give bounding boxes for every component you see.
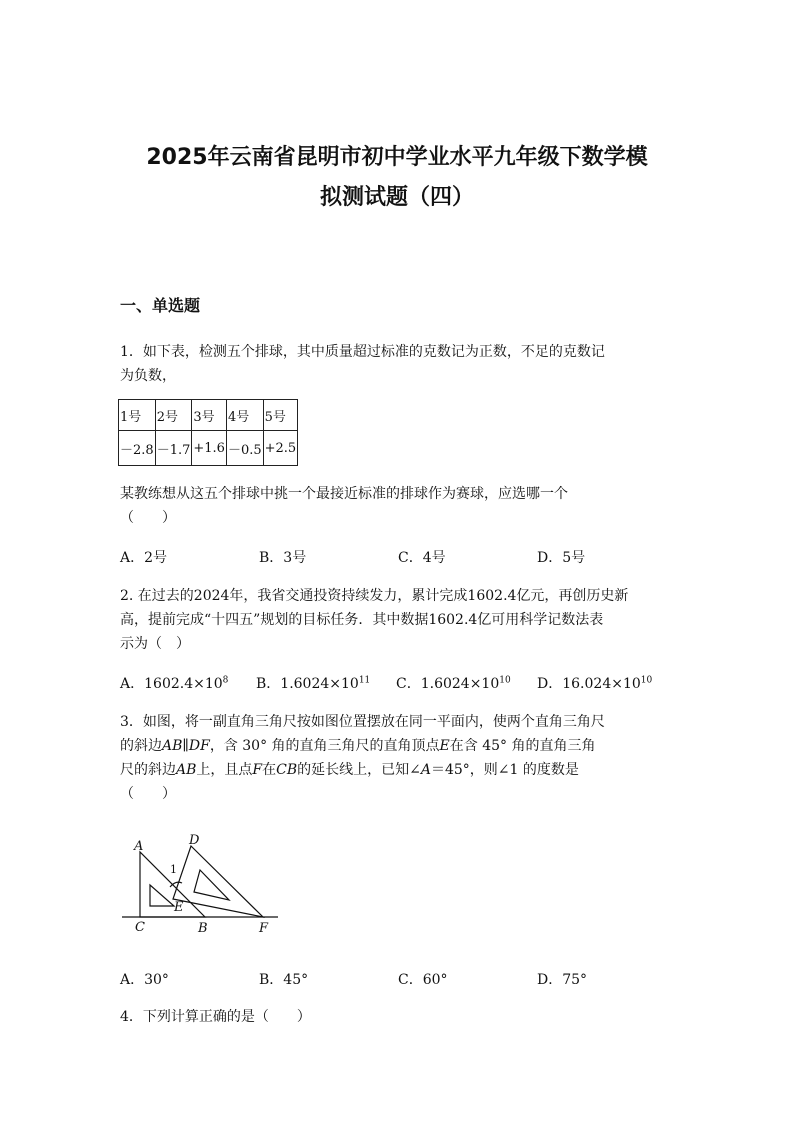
text-run: 的斜边 (120, 738, 162, 754)
math-var: F (252, 762, 263, 778)
label-a: A (134, 839, 144, 854)
q4-text-line1: 4．下列计算正确的是（ ） (120, 1009, 311, 1025)
q1-option-b: B．3号 (259, 550, 307, 566)
label-b: B (198, 921, 208, 936)
triangle-30-inner (194, 870, 229, 900)
q1-text-line4: （ ） (120, 510, 176, 526)
label-c: C (135, 920, 145, 935)
text-run: 的延长线上，已知∠ (297, 762, 421, 778)
table-header-cell: 5号 (263, 400, 298, 431)
q3-triangle-figure (118, 828, 288, 940)
label-d: D (189, 833, 200, 848)
math-var: AB (176, 762, 197, 778)
math-var: A (420, 762, 431, 778)
table-cell: －2.8 (119, 431, 156, 466)
option-label: B． (256, 676, 281, 692)
q2-text-line2: 高，提前完成“十四五”规划的目标任务．其中数据1602.4亿可用科学记数法表 (120, 612, 604, 628)
option-exponent: 10 (499, 675, 511, 686)
q2-option-b (256, 673, 370, 693)
math-var: AB∥DF (162, 738, 210, 754)
table-header-cell: 4号 (226, 400, 263, 431)
table-header-row (119, 400, 298, 431)
q2-text-line1: 2. 在过去的2024年，我省交通投资持续发力，累计完成1602.4亿元，再创历史新 (120, 588, 629, 604)
math-var: CB (276, 762, 298, 778)
table-row (119, 431, 298, 466)
option-exponent: 11 (358, 675, 371, 686)
q2-option-a (120, 673, 228, 693)
q1-option-d: D．5号 (537, 550, 586, 566)
q1-text-line3: 某教练想从这五个排球中挑一个最接近标准的排球作为赛球，应选哪一个 (120, 486, 568, 502)
table-header-cell: 3号 (192, 400, 227, 431)
text-run: 上，且点 (196, 762, 253, 778)
q3-option-b: B．45° (259, 972, 309, 988)
q3-option-d: D．75° (537, 972, 588, 988)
q1-option-c: C．4号 (398, 550, 446, 566)
table-cell: +1.6 (192, 431, 227, 466)
angle-1-arc (170, 882, 182, 887)
option-label: D． (537, 676, 563, 692)
table-header-cell: 2号 (155, 400, 192, 431)
option-exponent: 10 (640, 675, 653, 686)
option-label: C． (396, 676, 421, 692)
option-mantissa: 1.6024×10 (420, 676, 500, 692)
option-mantissa: 1602.4×10 (144, 676, 223, 692)
q2-option-d (537, 673, 652, 693)
section-title: 一、单选题 (120, 296, 201, 315)
option-mantissa: 16.024×10 (562, 676, 641, 692)
q3-option-a: A．30° (120, 972, 169, 988)
text-run: 在含 45° 角的直角三角 (449, 738, 596, 754)
label-e: E (174, 900, 184, 915)
triangle-45-inner (150, 885, 174, 906)
q1-text-line1: 1．如下表，检测五个排球，其中质量超过标准的克数记为正数，不足的克数记 (120, 344, 605, 360)
option-mantissa: 1.6024×10 (280, 676, 359, 692)
q3-text-line2 (120, 734, 680, 758)
q1-score-table (118, 399, 298, 466)
document-title-line1: 2025年云南省昆明市初中学业水平九年级下数学模 (146, 145, 648, 170)
option-exponent: 8 (222, 675, 229, 686)
label-angle-1: 1 (170, 863, 177, 876)
q3-text-line1: 3．如图，将一副直角三角尺按如图位置摆放在同一平面内，使两个直角三角尺 (120, 714, 605, 730)
q1-text-line2: 为负数， (120, 368, 176, 384)
document-title-line2: 拟测试题（四） (319, 185, 474, 210)
text-run: 在 (262, 762, 277, 778)
q3-text-line3 (120, 758, 680, 782)
q2-option-c (396, 673, 511, 693)
q3-option-c: C．60° (398, 972, 448, 988)
text-run: ＝45°，则∠1 的度数是 (430, 762, 579, 778)
table-header-cell: 1号 (119, 400, 156, 431)
label-f: F (259, 921, 269, 936)
q1-option-a: A．2号 (120, 550, 168, 566)
table-cell: －1.7 (155, 431, 192, 466)
math-var: E (439, 738, 450, 754)
table-cell: －0.5 (226, 431, 263, 466)
table-cell: +2.5 (263, 431, 298, 466)
q2-text-line3: 示为（ ） (120, 636, 190, 652)
triangle-30 (173, 846, 263, 917)
text-run: ，含 30° 角的直角三角尺的直角顶点 (209, 738, 440, 754)
text-run: 尺的斜边 (120, 762, 176, 778)
option-label: A． (120, 676, 145, 692)
q3-text-line4: （ ） (120, 786, 176, 802)
